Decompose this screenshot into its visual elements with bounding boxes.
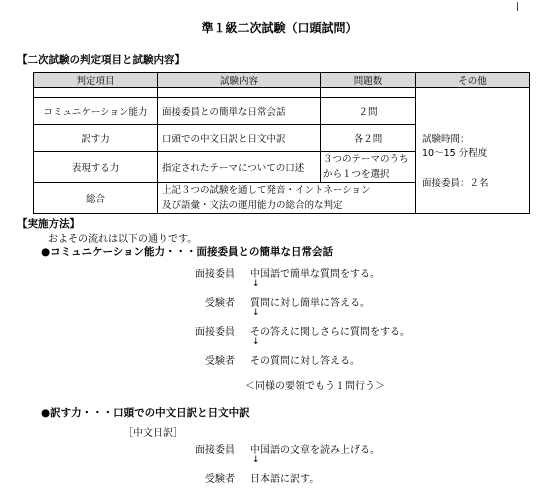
- subheading-chinese-to-japanese: ［中文日訳］: [123, 428, 183, 439]
- flow-text: その質問に対し答える。: [250, 356, 360, 367]
- criteria-table: [33, 72, 530, 214]
- row-count-line1: ３つのテーマのうち: [323, 154, 409, 165]
- section-heading-criteria: 【二次試験の判定項目と試験内容】: [17, 54, 185, 66]
- header-other: その他: [416, 73, 530, 88]
- bullet-communication: ●コミュニケーション能力・・・面接委員との簡単な日常会話: [41, 246, 334, 258]
- text-cursor: [517, 2, 518, 11]
- flow-text: 日本語に訳す。: [250, 474, 320, 485]
- row-content-line2: 及び語彙・文法の運用能力の総合的な判定: [162, 200, 343, 211]
- table-header-row: [34, 73, 530, 88]
- row-count: [321, 152, 416, 183]
- flow-text: 質問に対し簡単に答える。: [250, 298, 370, 309]
- row-item: 訳す力: [34, 125, 158, 152]
- header-item: 判定項目: [34, 73, 158, 88]
- flow-role: 受験者: [205, 356, 235, 367]
- row-item: 総合: [34, 183, 158, 214]
- row-item: 表現する力: [34, 152, 158, 183]
- flow-role: 面接委員: [195, 327, 235, 338]
- row-content: 面接委員との簡単な日常会話: [158, 98, 321, 125]
- row-item: コミュニケーション能力: [34, 98, 158, 125]
- intro-text: およその流れは以下の通りです。: [48, 234, 198, 245]
- flow-role: 面接委員: [195, 445, 235, 456]
- other-cell: [416, 88, 530, 214]
- flow-text: 中国語で簡単な質問をする。: [250, 269, 380, 280]
- row-count-line2: から１つを選択: [323, 169, 390, 180]
- exam-time-label: 試験時間：: [422, 133, 470, 145]
- row-content-line1: 上記３つの試験を通して発音・イントネーション: [162, 185, 371, 196]
- repeat-note: ＜同様の要領でもう１問行う＞: [245, 381, 385, 392]
- flow-text: その答えに関しさらに質問をする。: [250, 327, 410, 338]
- row-count: 各２問: [321, 125, 416, 152]
- flow-role: 受験者: [205, 474, 235, 485]
- bullet-translation: ●訳す力・・・口頭での中文日訳と日文中訳: [41, 407, 250, 419]
- page-title: 準１級二次試験（口頭試問）: [201, 21, 358, 35]
- row-content: [158, 183, 416, 214]
- section-heading-method: 【実施方法】: [17, 218, 80, 230]
- down-arrow-icon: ↓: [252, 279, 260, 289]
- header-content: 試験内容: [158, 73, 321, 88]
- examiners-count: 面接委員：２名: [422, 177, 489, 189]
- flow-role: 面接委員: [195, 269, 235, 280]
- header-count: 問題数: [321, 73, 416, 88]
- table-spacer-row: [34, 88, 530, 98]
- down-arrow-icon: ↓: [252, 337, 260, 347]
- row-count: ２問: [321, 98, 416, 125]
- down-arrow-icon: ↓: [252, 308, 260, 318]
- flow-text: 中国語の文章を読み上げる。: [250, 445, 380, 456]
- row-content: 指定されたテーマについての口述: [158, 152, 321, 183]
- down-arrow-icon: ↓: [252, 455, 260, 465]
- flow-role: 受験者: [205, 298, 235, 309]
- exam-time-value: 10〜15 分程度: [422, 147, 488, 159]
- row-content: 口頭での中文日訳と日文中訳: [158, 125, 321, 152]
